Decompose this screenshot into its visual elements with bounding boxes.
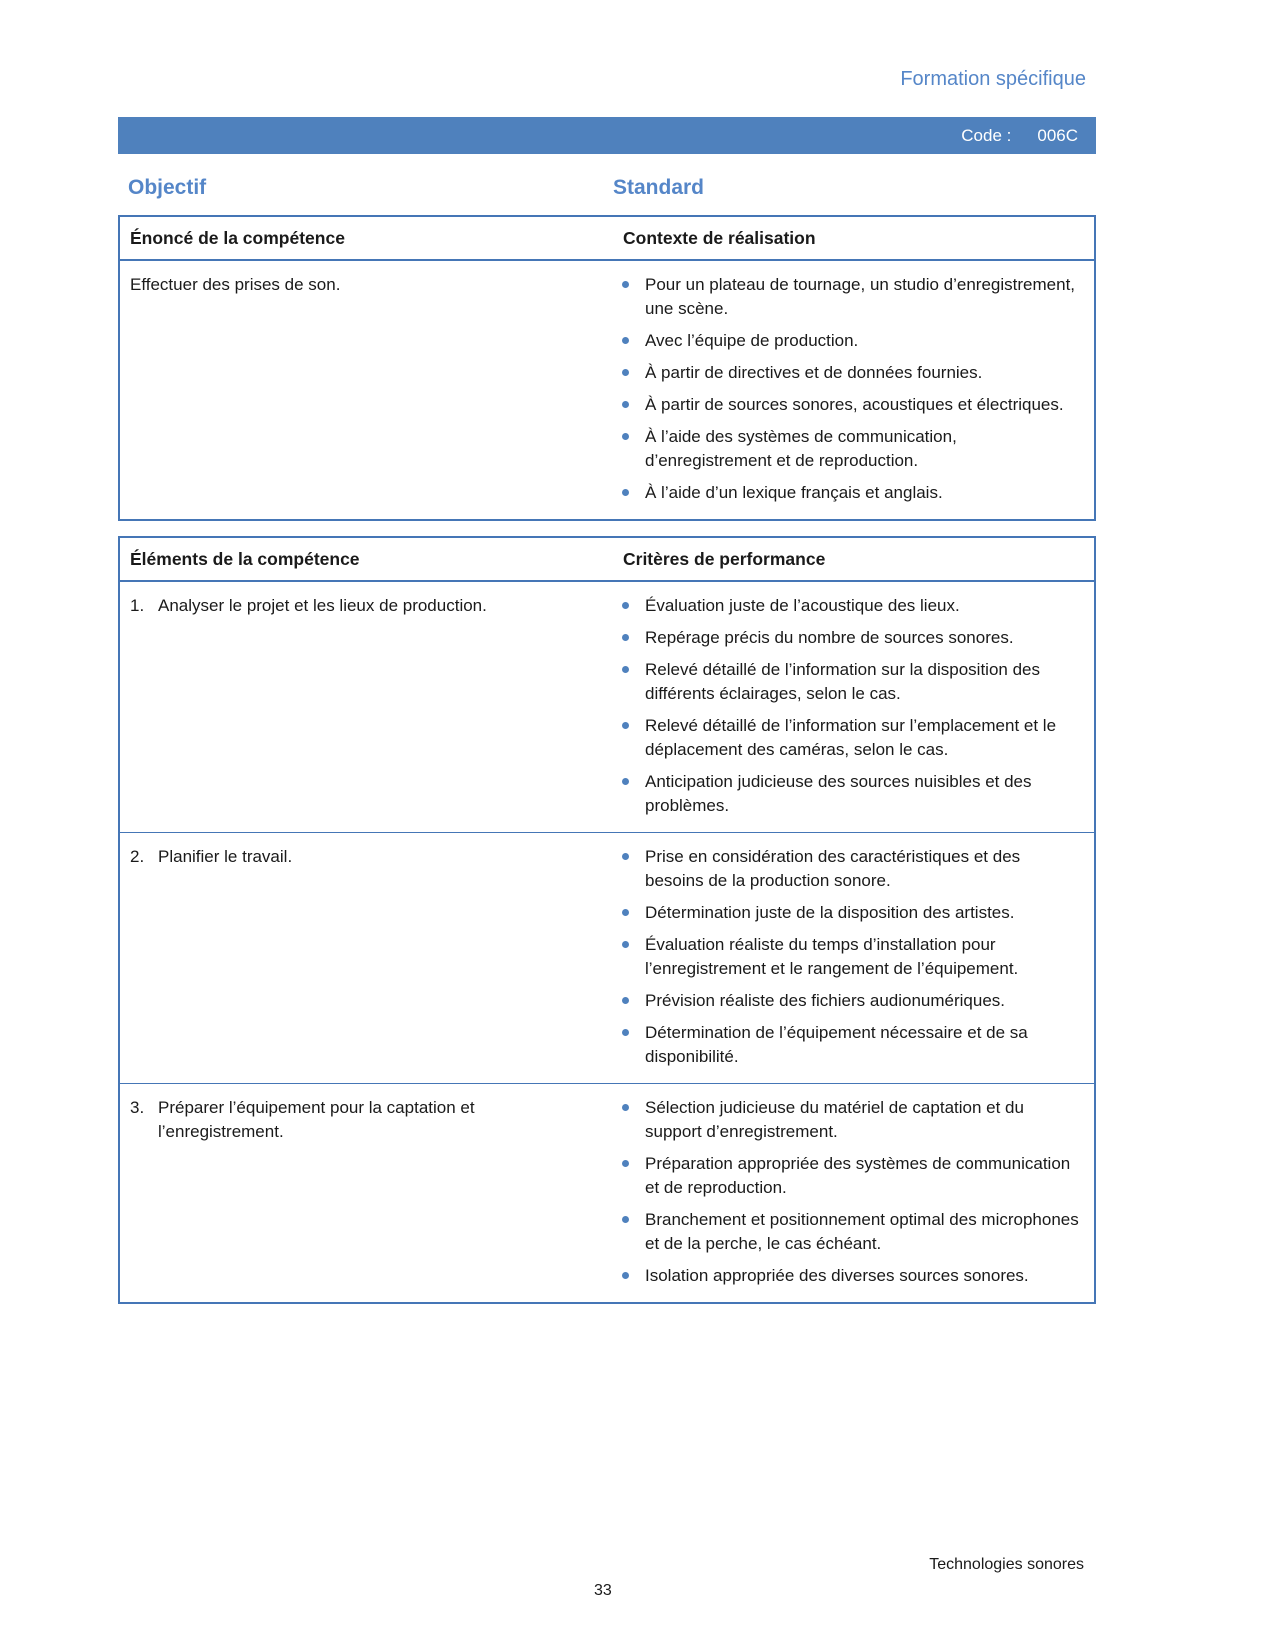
list-item xyxy=(613,901,1080,925)
bullet-icon xyxy=(613,481,645,505)
bullet-text: Pour un plateau de tournage, un studio d’enregistrement, une scène. xyxy=(645,275,1076,318)
list-item xyxy=(613,1096,1080,1144)
bullet-text: Sélection judicieuse du matériel de captation et du support d’enregistrement. xyxy=(645,1098,1024,1141)
bullet-icon xyxy=(613,1096,645,1144)
bullet-text: Évaluation réaliste du temps d’installation pour l’enregistrement et le rangement de l’équipement. xyxy=(645,935,1019,978)
element-cell xyxy=(120,592,613,820)
bullet-icon xyxy=(613,770,645,818)
bullet-text: Préparation appropriée des systèmes de communication et de reproduction. xyxy=(645,1154,1071,1197)
bullet-text: Évaluation juste de l’acoustique des lieux. xyxy=(645,596,960,615)
list-item xyxy=(613,989,1080,1013)
bullet-text: Prise en considération des caractéristiques et des besoins de la production sonore. xyxy=(645,847,1021,890)
bullet-icon xyxy=(613,658,645,706)
bullet-icon xyxy=(613,933,645,981)
page-number: 33 xyxy=(594,1582,612,1599)
objectif-heading: Objectif xyxy=(128,176,207,199)
table-row xyxy=(120,582,1094,832)
list-item xyxy=(613,626,1080,650)
list-item xyxy=(613,425,1080,473)
element-text: Préparer l’équipement pour la captation et l’enregistrement. xyxy=(158,1098,475,1141)
section-label: Formation spécifique xyxy=(900,68,1086,90)
list-item xyxy=(613,770,1080,818)
bullet-text: Anticipation judicieuse des sources nuisibles et des problèmes. xyxy=(645,772,1032,815)
element-cell xyxy=(120,843,613,1071)
element-text: Planifier le travail. xyxy=(158,847,293,866)
criteria-bullet-list xyxy=(613,1094,1094,1290)
bullet-text: À partir de sources sonores, acoustiques et électriques. xyxy=(645,395,1064,414)
bullet-icon xyxy=(613,845,645,893)
list-item xyxy=(613,1208,1080,1256)
elements-table-header xyxy=(120,538,1094,582)
page-content xyxy=(118,0,1096,1304)
code-value: 006C xyxy=(1037,125,1078,145)
bullet-icon xyxy=(613,901,645,925)
standard-heading: Standard xyxy=(613,176,705,199)
bullet-text: À partir de directives et de données fournies. xyxy=(645,363,983,382)
competence-statement: Effectuer des prises de son. xyxy=(130,275,341,294)
bullet-icon xyxy=(613,393,645,417)
competence-table-header xyxy=(120,217,1094,261)
bullet-icon xyxy=(613,425,645,473)
bullet-text: Isolation appropriée des diverses sources sonores. xyxy=(645,1266,1029,1285)
element-text: Analyser le projet et les lieux de production. xyxy=(158,596,487,615)
code-bar xyxy=(118,117,1096,154)
bullet-icon xyxy=(613,1208,645,1256)
element-number: 3. xyxy=(130,1098,145,1117)
bullet-text: À l’aide des systèmes de communication, d’enregistrement et de reproduction. xyxy=(645,427,957,470)
table-row xyxy=(120,261,1094,519)
competence-right-header: Contexte de réalisation xyxy=(623,228,816,248)
list-item xyxy=(613,329,1080,353)
list-item xyxy=(613,594,1080,618)
list-item xyxy=(613,273,1080,321)
context-bullet-list xyxy=(613,271,1094,507)
bullet-text: Relevé détaillé de l’information sur la disposition des différents éclairages, selon le cas. xyxy=(645,660,1040,703)
list-item xyxy=(613,1021,1080,1069)
bullet-icon xyxy=(613,989,645,1013)
bullet-text: À l’aide d’un lexique français et anglais. xyxy=(645,483,943,502)
bullet-text: Repérage précis du nombre de sources sonores. xyxy=(645,628,1014,647)
list-item xyxy=(613,933,1080,981)
list-item xyxy=(613,845,1080,893)
element-cell xyxy=(120,1094,613,1290)
list-item xyxy=(613,481,1080,505)
bullet-icon xyxy=(613,273,645,321)
bullet-icon xyxy=(613,1152,645,1200)
bullet-icon xyxy=(613,329,645,353)
bullet-text: Détermination de l’équipement nécessaire et de sa disponibilité. xyxy=(645,1023,1028,1066)
list-item xyxy=(613,393,1080,417)
table-row xyxy=(120,1083,1094,1302)
bullet-icon xyxy=(613,361,645,385)
bullet-text: Détermination juste de la disposition des artistes. xyxy=(645,903,1015,922)
bullet-text: Branchement et positionnement optimal des microphones et de la perche, le cas échéant. xyxy=(645,1210,1079,1253)
elements-table xyxy=(118,536,1096,1304)
competence-left-header: Énoncé de la compétence xyxy=(130,228,345,248)
bullet-icon xyxy=(613,1021,645,1069)
bullet-text: Avec l’équipe de production. xyxy=(645,331,859,350)
element-number: 2. xyxy=(130,847,145,866)
bullet-text: Relevé détaillé de l’information sur l’emplacement et le déplacement des caméras, selon le cas. xyxy=(645,716,1057,759)
bullet-icon xyxy=(613,714,645,762)
criteria-bullet-list xyxy=(613,843,1094,1071)
list-item xyxy=(613,714,1080,762)
list-item xyxy=(613,361,1080,385)
list-item xyxy=(613,1264,1080,1288)
element-number: 1. xyxy=(130,596,145,615)
elements-left-header: Éléments de la compétence xyxy=(130,549,360,569)
criteria-bullet-list xyxy=(613,592,1094,820)
list-item xyxy=(613,1152,1080,1200)
code-label: Code : xyxy=(961,125,1012,145)
table-row xyxy=(120,832,1094,1083)
list-item xyxy=(613,658,1080,706)
footer-text: Technologies sonores xyxy=(929,1556,1084,1573)
bullet-icon xyxy=(613,626,645,650)
column-headings xyxy=(118,176,1096,200)
bullet-icon xyxy=(613,1264,645,1288)
bullet-icon xyxy=(613,594,645,618)
elements-right-header: Critères de performance xyxy=(623,549,826,569)
bullet-text: Prévision réaliste des fichiers audionumériques. xyxy=(645,991,1006,1010)
competence-table xyxy=(118,215,1096,521)
